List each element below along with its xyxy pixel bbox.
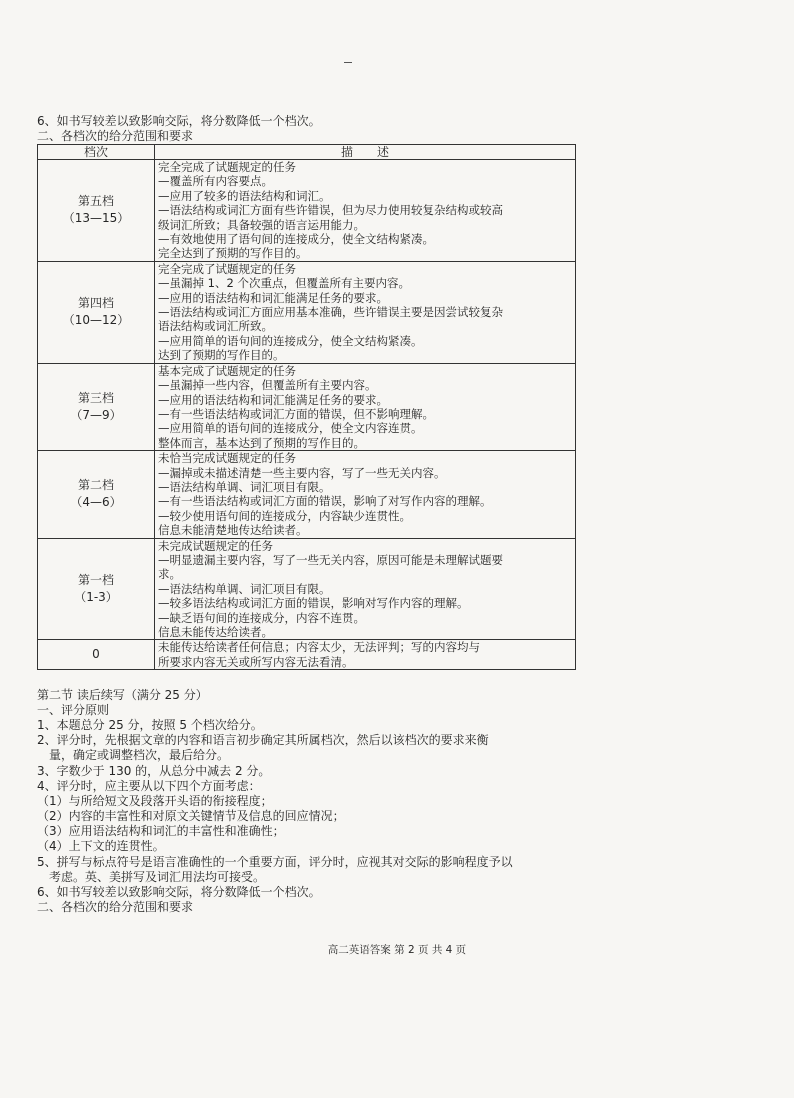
text-line: 6、如书写较差以致影响交际，将分数降低一个档次。 bbox=[37, 885, 321, 899]
description-cell bbox=[155, 363, 576, 450]
description-line: —应用简单的语句间的连接成分，使全文结构紧凑。 bbox=[158, 333, 423, 348]
instruction-line: 6、如书写较差以致影响交际，将分数降低一个档次。 bbox=[37, 114, 321, 128]
table-row bbox=[38, 538, 576, 640]
page-footer: 高二英语答案 第 2 页 共 4 页 bbox=[327, 944, 467, 956]
description-line: 级词汇所致；具备较强的语言运用能力。 bbox=[158, 217, 365, 232]
description-line: —覆盖所有内容要点。 bbox=[158, 174, 273, 189]
description-line: —虽漏掉一些内容，但覆盖所有主要内容。 bbox=[158, 378, 377, 393]
level-cell bbox=[38, 451, 155, 538]
text-line: 5、拼写与标点符号是语言准确性的一个重要方面，评分时，应视其对交际的影响程度予以 bbox=[37, 855, 513, 869]
table-row bbox=[38, 640, 576, 670]
text-line: （1）与所给短文及段落开头语的衔接程度； bbox=[37, 794, 273, 808]
description-line: 信息未能清楚地传达给读者。 bbox=[158, 523, 308, 538]
level-name: 第四档 bbox=[77, 296, 114, 311]
level-cell bbox=[38, 160, 155, 262]
text-line: 2、评分时，先根据文章的内容和语言初步确定其所属档次，然后以该档次的要求来衡 bbox=[37, 733, 489, 747]
grading-table bbox=[37, 144, 576, 670]
description-line: —较多语法结构或词汇方面的错误，影响对写作内容的理解。 bbox=[158, 596, 469, 611]
level-range: （10—12） bbox=[62, 313, 130, 328]
description-line: 语法结构或词汇所致。 bbox=[158, 319, 273, 334]
description-line: 整体而言，基本达到了预期的写作目的。 bbox=[158, 435, 365, 450]
description-line: 基本完成了试题规定的任务 bbox=[158, 363, 296, 378]
description-line: 所要求内容无关或所写内容无法看清。 bbox=[158, 654, 354, 669]
description-line: —漏掉或未描述清楚一些主要内容，写了一些无关内容。 bbox=[158, 465, 446, 480]
description-line: 完全完成了试题规定的任务 bbox=[158, 261, 296, 276]
level-cell bbox=[38, 363, 155, 450]
description-line: —应用简单的语句间的连接成分，使全文内容连贯。 bbox=[158, 421, 423, 436]
text-line: 量，确定或调整档次，最后给分。 bbox=[37, 748, 230, 762]
text-line: 1、本题总分 25 分，按照 5 个档次给分。 bbox=[37, 718, 263, 732]
header-level: 档次 bbox=[38, 145, 155, 160]
level-name: 第三档 bbox=[77, 390, 114, 405]
table-row bbox=[38, 451, 576, 538]
table-row bbox=[38, 261, 576, 363]
level-name: 0 bbox=[92, 647, 100, 662]
table-row bbox=[38, 160, 576, 262]
description-line: —虽漏掉 1、2 个次重点，但覆盖所有主要内容。 bbox=[158, 276, 410, 291]
description-line: —缺乏语句间的连接成分，内容不连贯。 bbox=[158, 610, 365, 625]
description-line: —语法结构或词汇方面有些许错误，但为尽力使用较复杂结构或较高 bbox=[158, 203, 503, 218]
level-name: 第二档 bbox=[77, 478, 114, 493]
table-header-row bbox=[38, 145, 576, 160]
description-line: —有效地使用了语句间的连接成分，使全文结构紧凑。 bbox=[158, 232, 434, 247]
description-cell bbox=[155, 538, 576, 640]
description-line: —应用的语法结构和词汇能满足任务的要求。 bbox=[158, 392, 388, 407]
description-cell bbox=[155, 160, 576, 262]
description-line: —明显遗漏主要内容，写了一些无关内容，原因可能是未理解试题要 bbox=[158, 552, 503, 567]
header-dash bbox=[344, 62, 352, 63]
description-line: —有一些语法结构或词汇方面的错误，但不影响理解。 bbox=[158, 406, 434, 421]
section-heading: 二、各档次的给分范围和要求 bbox=[37, 129, 194, 143]
level-name: 第一档 bbox=[77, 572, 114, 587]
description-cell bbox=[155, 451, 576, 538]
level-range: （1-3） bbox=[74, 589, 118, 604]
description-line: —有一些语法结构或词汇方面的错误，影响了对写作内容的理解。 bbox=[158, 494, 492, 509]
level-cell bbox=[38, 538, 155, 640]
description-line: 未能传达给读者任何信息；内容太少，无法评判；写的内容均与 bbox=[158, 640, 480, 655]
text-line: （4）上下文的连贯性。 bbox=[37, 839, 165, 853]
description-line: —语法结构单调、词汇项目有限。 bbox=[158, 479, 331, 494]
level-range: （4—6） bbox=[70, 495, 122, 510]
description-cell bbox=[155, 261, 576, 363]
description-line: 未完成试题规定的任务 bbox=[158, 538, 273, 553]
description-line: —应用了较多的语法结构和词汇。 bbox=[158, 188, 331, 203]
level-name: 第五档 bbox=[77, 194, 114, 209]
description-line: 求。 bbox=[158, 567, 181, 582]
level-range: （13—15） bbox=[62, 211, 130, 226]
text-line: 考虑。英、美拼写及词汇用法均可接受。 bbox=[37, 870, 266, 884]
level-cell bbox=[38, 261, 155, 363]
description-cell bbox=[155, 640, 576, 670]
description-line: —应用的语法结构和词汇能满足任务的要求。 bbox=[158, 290, 388, 305]
text-line: （2）内容的丰富性和对原文关键情节及信息的回应情况； bbox=[37, 809, 345, 823]
description-line: —语法结构单调、词汇项目有限。 bbox=[158, 581, 331, 596]
text-line: （3）应用语法结构和词汇的丰富性和准确性； bbox=[37, 824, 285, 838]
header-description: 描 述 bbox=[155, 145, 576, 160]
text-line: 二、各档次的给分范围和要求 bbox=[37, 900, 194, 914]
text-line: 3、字数少于 130 的，从总分中减去 2 分。 bbox=[37, 764, 271, 778]
text-line: 4、评分时，应主要从以下四个方面考虑： bbox=[37, 779, 261, 793]
description-line: —语法结构或词汇方面应用基本准确，些许错误主要是因尝试较复杂 bbox=[158, 305, 503, 320]
description-line: 未恰当完成试题规定的任务 bbox=[158, 451, 296, 466]
table-row bbox=[38, 363, 576, 450]
description-line: 达到了预期的写作目的。 bbox=[158, 348, 285, 363]
description-line: 完全达到了预期的写作目的。 bbox=[158, 246, 308, 261]
level-range: （7—9） bbox=[70, 407, 122, 422]
section-title: 第二节 读后续写（满分 25 分） bbox=[37, 688, 208, 702]
text-line: 一、评分原则 bbox=[37, 703, 110, 717]
description-line: 信息未能传达给读者。 bbox=[158, 625, 273, 639]
description-line: 完全完成了试题规定的任务 bbox=[158, 160, 296, 174]
description-line: —较少使用语句间的连接成分，内容缺少连贯性。 bbox=[158, 508, 411, 523]
level-cell bbox=[38, 640, 155, 670]
